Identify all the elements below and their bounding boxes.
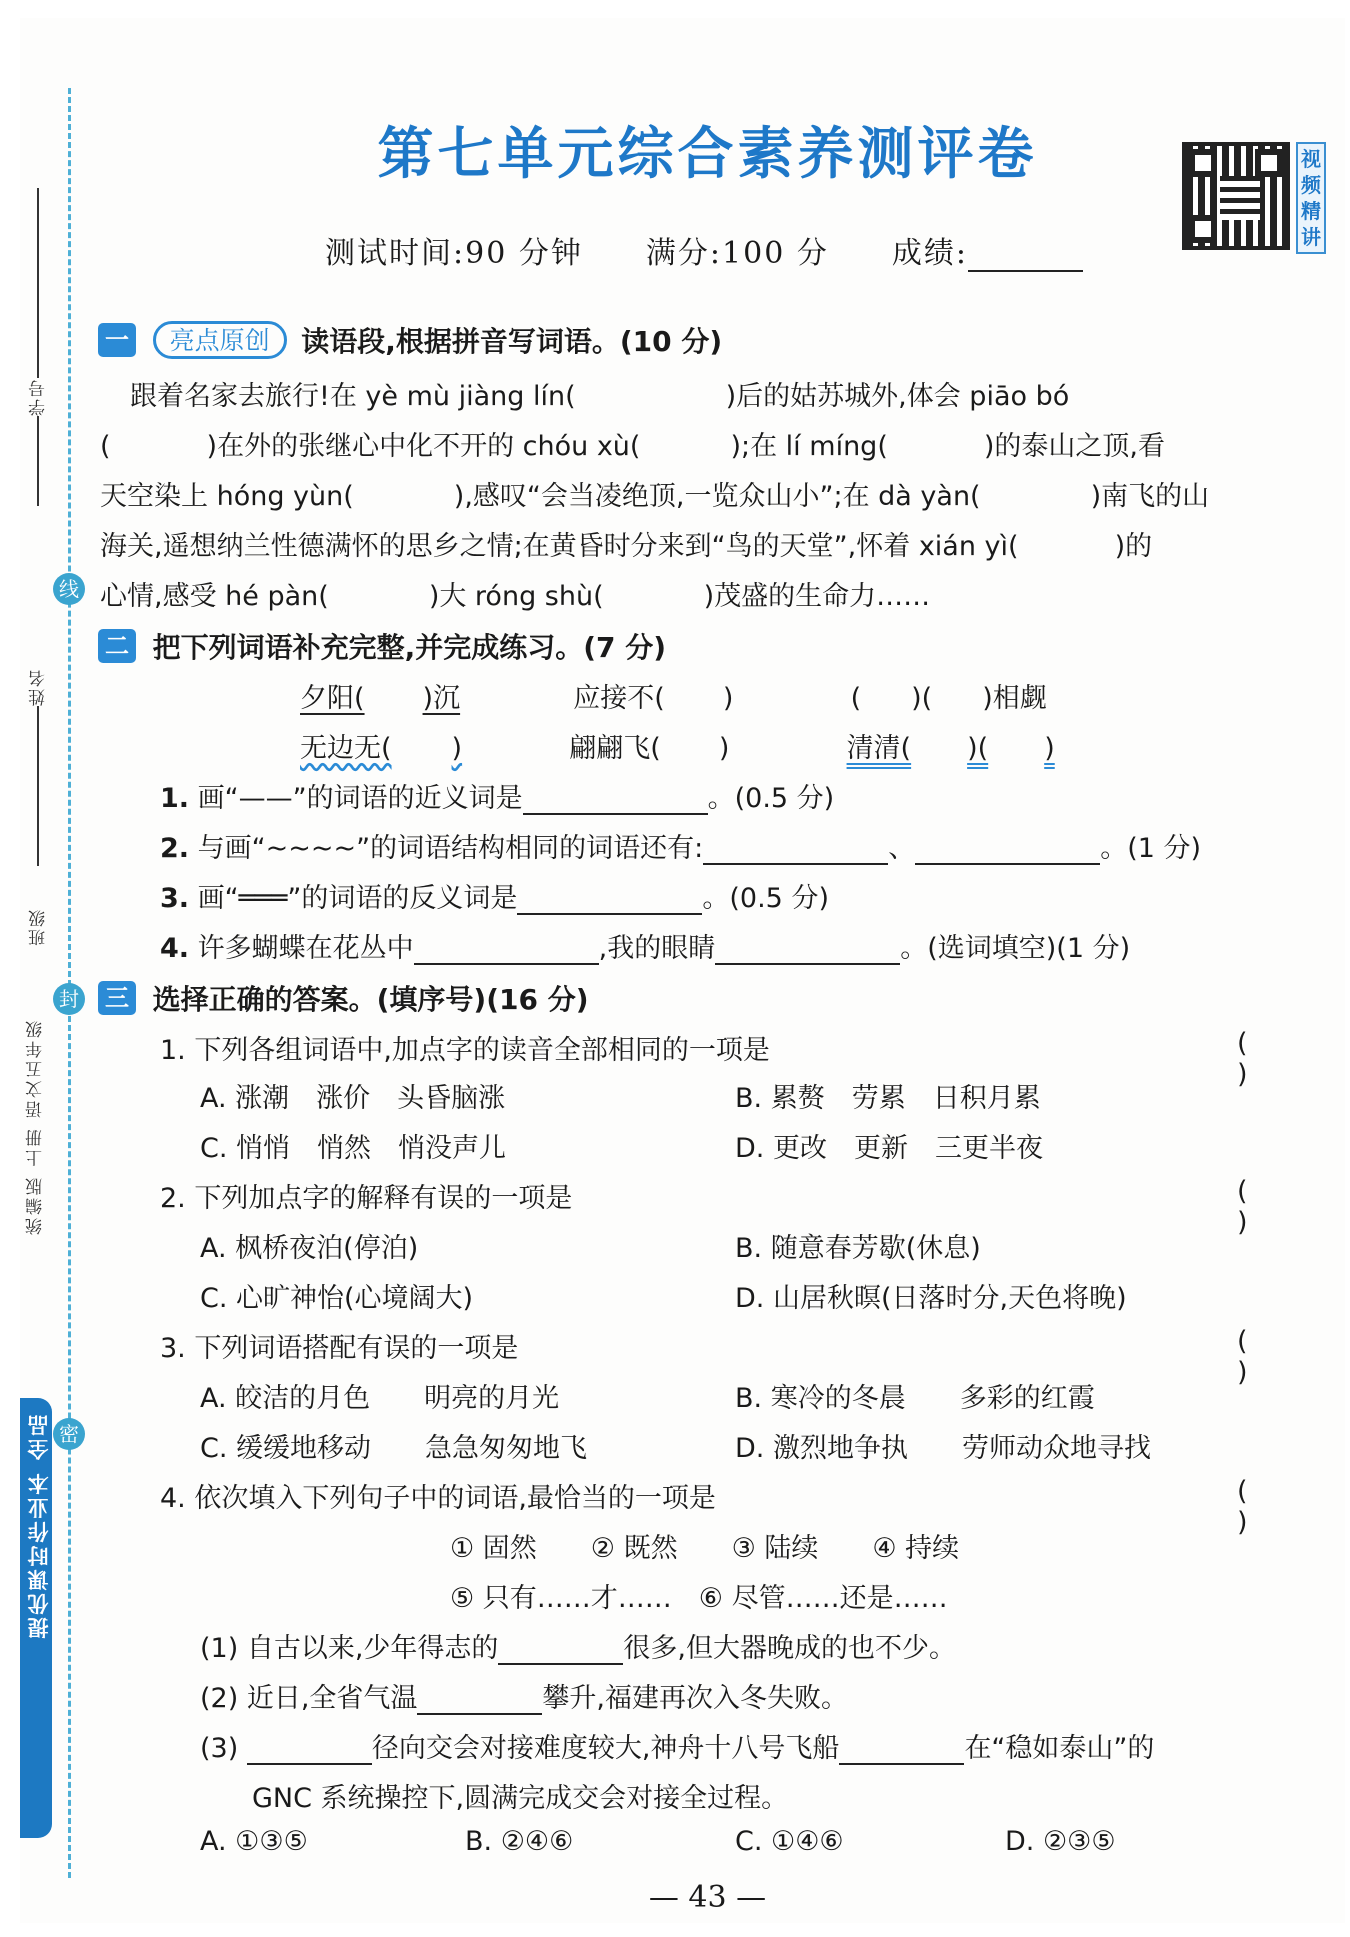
s3-q3-option-c[interactable]: C. 缓缓地移动 急急匆匆地飞 bbox=[200, 1433, 588, 1464]
section-2-header bbox=[98, 626, 666, 666]
s3-q1-option-a[interactable]: A. 涨潮 涨价 头昏脑涨 bbox=[200, 1083, 506, 1114]
section-1-number: 一 bbox=[98, 323, 136, 357]
s3-q4-option-a[interactable]: A. ①③⑤ bbox=[200, 1826, 308, 1857]
answer-blank[interactable] bbox=[247, 1737, 372, 1765]
section-2-title: 把下列词语补充完整,并完成练习。(7 分) bbox=[152, 631, 667, 664]
test-time: 测试时间:90 分钟 bbox=[325, 236, 583, 271]
s3-q4: 4. 依次填入下列句子中的词语,最恰当的一项是 bbox=[160, 1483, 716, 1514]
brand-band bbox=[20, 1398, 52, 1838]
s3-q3: 3. 下列词语搭配有误的一项是 bbox=[160, 1333, 519, 1364]
section-1-title: 读语段,根据拼音写词语。(10 分) bbox=[301, 325, 723, 358]
section-3-header bbox=[98, 978, 589, 1018]
s1-line-2: ( )在外的张继心中化不开的 chóu xù( );在 lí míng( )的泰山之顶,看 bbox=[100, 431, 1165, 462]
s3-q1-option-b[interactable]: B. 累赘 劳累 日积月累 bbox=[735, 1083, 1041, 1114]
s3-q4-sentence-1: (1) 自古以来,少年得志的 很多,但大器晚成的也不少。 bbox=[200, 1633, 957, 1664]
video-explain-tag[interactable]: 视频精讲 bbox=[1296, 142, 1326, 254]
page-number: — 43 — bbox=[648, 1880, 767, 1915]
s3-q2-option-c[interactable]: C. 心旷神怡(心境阔大) bbox=[200, 1283, 474, 1314]
s3-q4-sentence-3-cont: GNC 系统操控下,圆满完成交会对接全过程。 bbox=[252, 1783, 789, 1814]
idiom-6: 清清( )( ) bbox=[846, 733, 1055, 764]
answer-blank[interactable] bbox=[414, 937, 599, 965]
answer-blank[interactable] bbox=[517, 887, 702, 915]
answer-blank[interactable] bbox=[703, 837, 888, 865]
s2-question-1: 1. 画“——”的词语的近义词是 。(0.5 分) bbox=[160, 783, 835, 814]
s3-q1: 1. 下列各组词语中,加点字的读音全部相同的一项是 bbox=[160, 1035, 770, 1066]
s3-q4-sentence-2: (2) 近日,全省气温 攀升,福建再次入冬失败。 bbox=[200, 1683, 849, 1714]
section-2-number: 二 bbox=[98, 629, 136, 663]
test-meta bbox=[325, 228, 1083, 272]
student-id-field[interactable]: 学号 bbox=[26, 188, 50, 506]
idiom-row-2 bbox=[300, 726, 1055, 765]
answer-paren[interactable]: ( ) bbox=[1237, 1028, 1292, 1090]
class-field[interactable]: 班级 bbox=[29, 908, 49, 946]
score-label: 成绩: bbox=[891, 236, 969, 271]
s1-line-4: 海关,遥想纳兰性德满怀的思乡之情;在黄昏时分来到“鸟的天堂”,怀着 xián yì( )的 bbox=[100, 531, 1153, 562]
spine-dot-secret: 密 bbox=[53, 1418, 85, 1450]
idiom-5: 翩翩飞( ) bbox=[569, 733, 730, 764]
full-score: 满分:100 分 bbox=[645, 236, 829, 271]
idiom-4: 无边无( ) bbox=[300, 733, 463, 764]
s3-q2-option-d[interactable]: D. 山居秋暝(日落时分,天色将晚) bbox=[735, 1283, 1127, 1314]
s3-q2: 2. 下列加点字的解释有误的一项是 bbox=[160, 1183, 573, 1214]
s1-line-3: 天空染上 hóng yùn( ),感叹“会当凌绝顶,一览众山小”;在 dà yàn( )南飞的山 bbox=[100, 481, 1210, 512]
s3-q3-option-b[interactable]: B. 寒冷的冬晨 多彩的红霞 bbox=[735, 1383, 1095, 1414]
answer-blank[interactable] bbox=[523, 787, 708, 815]
s3-q4-word-options-1: ① 固然 ② 既然 ③ 陆续 ④ 持续 bbox=[450, 1533, 960, 1564]
highlight-original-tag: 亮点原创 bbox=[153, 321, 287, 359]
student-name-field[interactable]: 姓名 bbox=[26, 668, 50, 866]
s1-line-1: 跟着名家去旅行!在 yè mù jiàng lín( )后的姑苏城外,体会 piāo bó bbox=[130, 381, 1070, 412]
worksheet-page bbox=[20, 18, 1345, 1923]
s3-q4-word-options-2: ⑤ 只有……才…… ⑥ 尽管……还是…… bbox=[450, 1583, 948, 1614]
s2-question-2: 2. 与画“~~~~”的词语结构相同的词语还有: 、 。(1 分) bbox=[160, 833, 1202, 864]
s3-q1-option-d[interactable]: D. 更改 更新 三更半夜 bbox=[735, 1133, 1043, 1164]
s2-question-3: 3. 画“═══”的词语的反义词是 。(0.5 分) bbox=[160, 883, 829, 914]
answer-paren[interactable]: ( ) bbox=[1237, 1326, 1292, 1388]
brand-label: 提优课时作业本 全品 bbox=[27, 1412, 51, 1639]
spine-dot-seal: 封 bbox=[53, 983, 85, 1015]
binding-spine bbox=[20, 18, 108, 1923]
idiom-row-1 bbox=[300, 676, 1047, 715]
s2-question-4: 4. 许多蝴蝶在花丛中 ,我的眼睛 。(选词填空)(1 分) bbox=[160, 933, 1131, 964]
s3-q2-option-b[interactable]: B. 随意春芳歇(休息) bbox=[735, 1233, 981, 1264]
answer-blank[interactable] bbox=[715, 937, 900, 965]
answer-paren[interactable]: ( ) bbox=[1237, 1176, 1292, 1238]
section-3-number: 三 bbox=[98, 981, 136, 1015]
answer-paren[interactable]: ( ) bbox=[1237, 1476, 1292, 1538]
series-label: 统编版 上册 语文五年级 bbox=[26, 1018, 46, 1235]
s3-q3-option-a[interactable]: A. 皎洁的月色 明亮的月光 bbox=[200, 1383, 560, 1414]
s3-q1-option-c[interactable]: C. 悄悄 悄然 悄没声儿 bbox=[200, 1133, 507, 1164]
s3-q2-option-a[interactable]: A. 枫桥夜泊(停泊) bbox=[200, 1233, 419, 1264]
page-title: 第七单元综合素养测评卷 bbox=[377, 121, 1038, 187]
answer-blank[interactable] bbox=[417, 1687, 542, 1715]
answer-blank[interactable] bbox=[839, 1737, 964, 1765]
answer-blank[interactable] bbox=[915, 837, 1100, 865]
idiom-1: 夕阳( )沉 bbox=[300, 683, 461, 714]
s1-line-5: 心情,感受 hé pàn( )大 róng shù( )茂盛的生命力…… bbox=[100, 581, 931, 612]
spine-dot-line: 线 bbox=[53, 573, 85, 605]
s3-q4-option-d[interactable]: D. ②③⑤ bbox=[1005, 1826, 1116, 1857]
score-blank[interactable] bbox=[968, 242, 1083, 272]
section-3-title: 选择正确的答案。(填序号)(16 分) bbox=[152, 983, 589, 1016]
answer-blank[interactable] bbox=[498, 1637, 623, 1665]
idiom-2: 应接不( ) bbox=[573, 683, 734, 714]
s3-q4-option-c[interactable]: C. ①④⑥ bbox=[735, 1826, 844, 1857]
s3-q4-option-b[interactable]: B. ②④⑥ bbox=[465, 1826, 574, 1857]
section-1-header bbox=[98, 320, 722, 360]
idiom-3: ( )( )相觑 bbox=[850, 683, 1047, 714]
s3-q3-option-d[interactable]: D. 激烈地争执 劳师动众地寻找 bbox=[735, 1433, 1151, 1464]
qr-code-icon[interactable] bbox=[1182, 142, 1290, 250]
s3-q4-sentence-3: (3) 径向交会对接难度较大,神舟十八号飞船 在“稳如泰山”的 bbox=[200, 1733, 1155, 1764]
